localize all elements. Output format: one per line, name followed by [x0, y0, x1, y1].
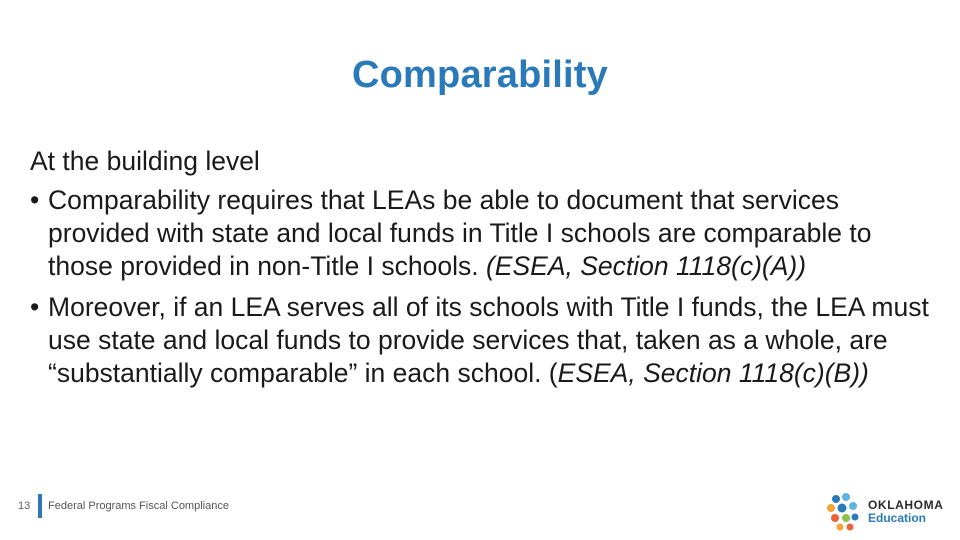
bullet-body — [48, 184, 930, 283]
bullet-item — [30, 184, 930, 283]
oklahoma-education-logo-icon — [822, 490, 864, 532]
slide-title: Comparability — [352, 54, 608, 96]
oklahoma-education-logo — [822, 490, 952, 532]
logo-line2: Education — [868, 511, 927, 525]
bullet-marker: • — [30, 292, 40, 322]
bullet-citation: (ESEA, Section 1118(c)(A)) — [485, 251, 807, 281]
bullet-marker: • — [30, 185, 40, 215]
slide-footer — [0, 490, 960, 540]
bullet-body — [48, 291, 930, 390]
page-number: 13 — [18, 500, 31, 512]
footer-divider — [38, 494, 42, 518]
bullet-text: Moreover, if an LEA serves all of its schools with Title I funds, the LEA must use state and local funds to provide services that, taken as a whole, are “substantially comparable” in each school. ( — [48, 292, 929, 388]
footer-text: Federal Programs Fiscal Compliance — [48, 500, 229, 512]
logo-line1: OKLAHOMA — [868, 498, 944, 512]
bullet-text: Comparability requires that LEAs be able to document that services provided with state and local funds in Title I schools are comparable to those provided in non-Title I schools. — [48, 185, 872, 281]
slide-content — [30, 145, 930, 398]
lead-text: At the building level — [30, 146, 260, 176]
bullet-item — [30, 291, 930, 390]
bullet-citation: ESEA, Section 1118(c)(B)) — [557, 358, 869, 388]
